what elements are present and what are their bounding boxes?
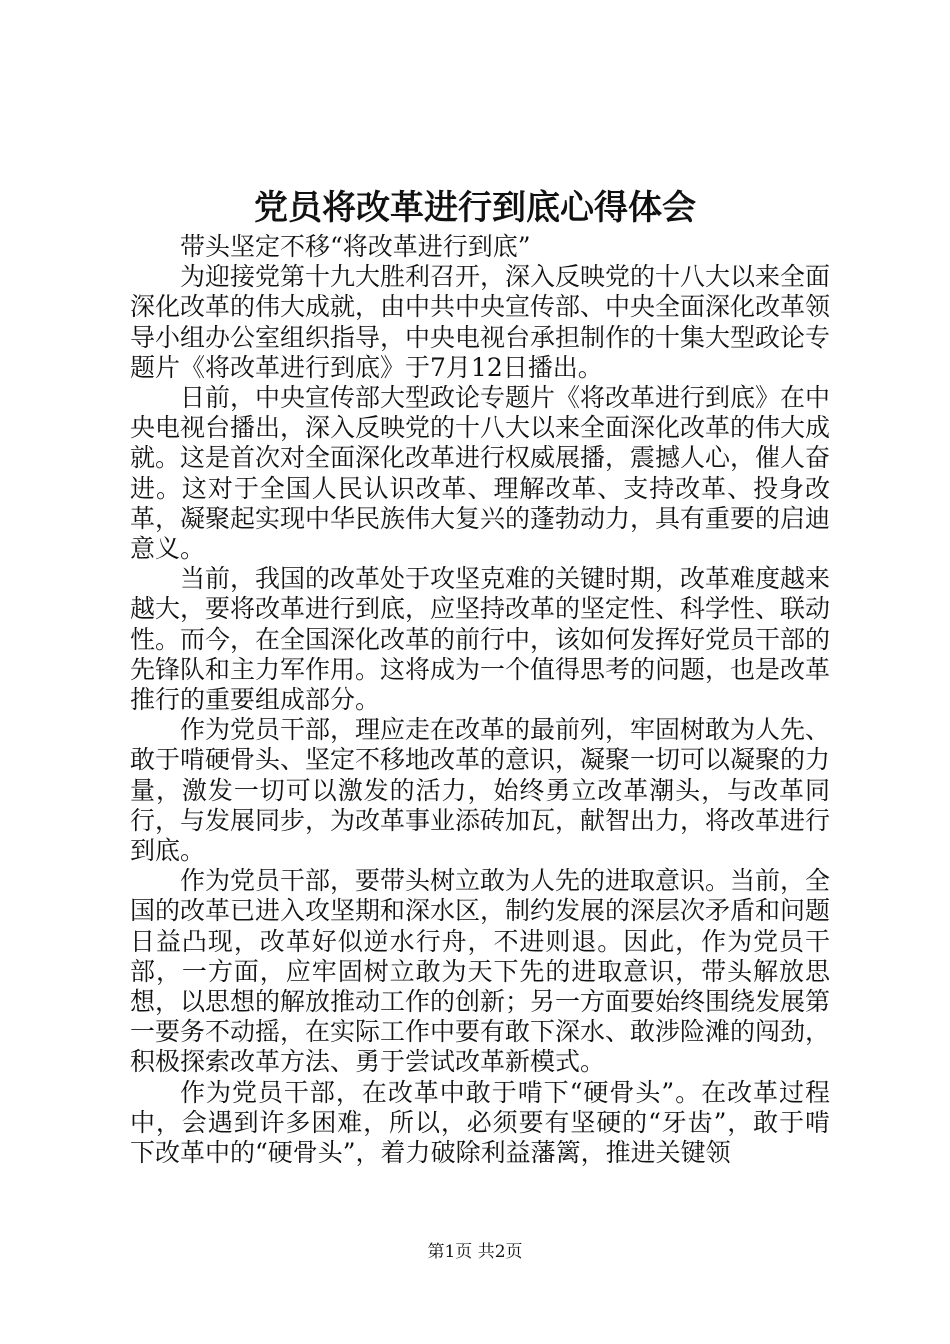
paragraph: 作为党员干部，在改革中敢于啃下“硬骨头”。在改革过程中，会遇到许多困难，所以，必须要有坚硬的“牙齿”，敢于啃下改革中的“硬骨头”，着力破除利益藩篱，推进关键领 <box>130 1077 830 1168</box>
paragraph: 日前，中央宣传部大型政论专题片《将改革进行到底》在中央电视台播出，深入反映党的十八大以来全面深化改革的伟大成就。这是首次对全面深化改革进行权威展播，震撼人心，催人奋进。这对于全国人民认识改革、理解改革、支持改革、投身改革，凝聚起实现中华民族伟大复兴的蓬勃动力，具有重要的启迪意义。 <box>130 383 831 564</box>
document-body <box>130 232 830 1168</box>
paragraph: 为迎接党第十九大胜利召开，深入反映党的十八大以来全面深化改革的伟大成就，由中共中央宣传部、中央全面深化改革领导小组办公室组织指导，中央电视台承担制作的十集大型政论专题片《将改革进行到底》于7月12日播出。 <box>130 262 831 382</box>
page-footer: 第1页 共2页 <box>427 1242 523 1262</box>
paragraph: 作为党员干部，要带头树立敢为人先的进取意识。当前，全国的改革已进入攻坚期和深水区，制约发展的深层次矛盾和问题日益凸现，改革好似逆水行舟，不进则退。因此，作为党员干部，一方面，应牢固树立敢为天下先的进取意识，带头解放思想，以思想的解放推动工作的创新；另一方面要始终围绕发展第一要务不动摇，在实际工作中要有敢下深水、敢涉险滩的闯劲，积极探索改革方法、勇于尝试改革新模式。 <box>130 866 831 1077</box>
paragraph: 当前，我国的改革处于攻坚克难的关键时期，改革难度越来越大，要将改革进行到底，应坚持改革的坚定性、科学性、联动性。而今，在全国深化改革的前行中，该如何发挥好党员干部的先锋队和主力军作用。这将成为一个值得思考的问题，也是改革推行的重要组成部分。 <box>130 564 831 715</box>
document-title: 党员将改革进行到底心得体会 <box>254 188 696 228</box>
paragraph: 作为党员干部，理应走在改革的最前列，牢固树敢为人先、敢于啃硬骨头、坚定不移地改革的意识，凝聚一切可以凝聚的力量，激发一切可以激发的活力，始终勇立改革潮头，与改革同行，与发展同步，为改革事业添砖加瓦，献智出力，将改革进行到底。 <box>130 715 831 866</box>
paragraph-subtitle: 带头坚定不移“将改革进行到底” <box>180 232 531 261</box>
